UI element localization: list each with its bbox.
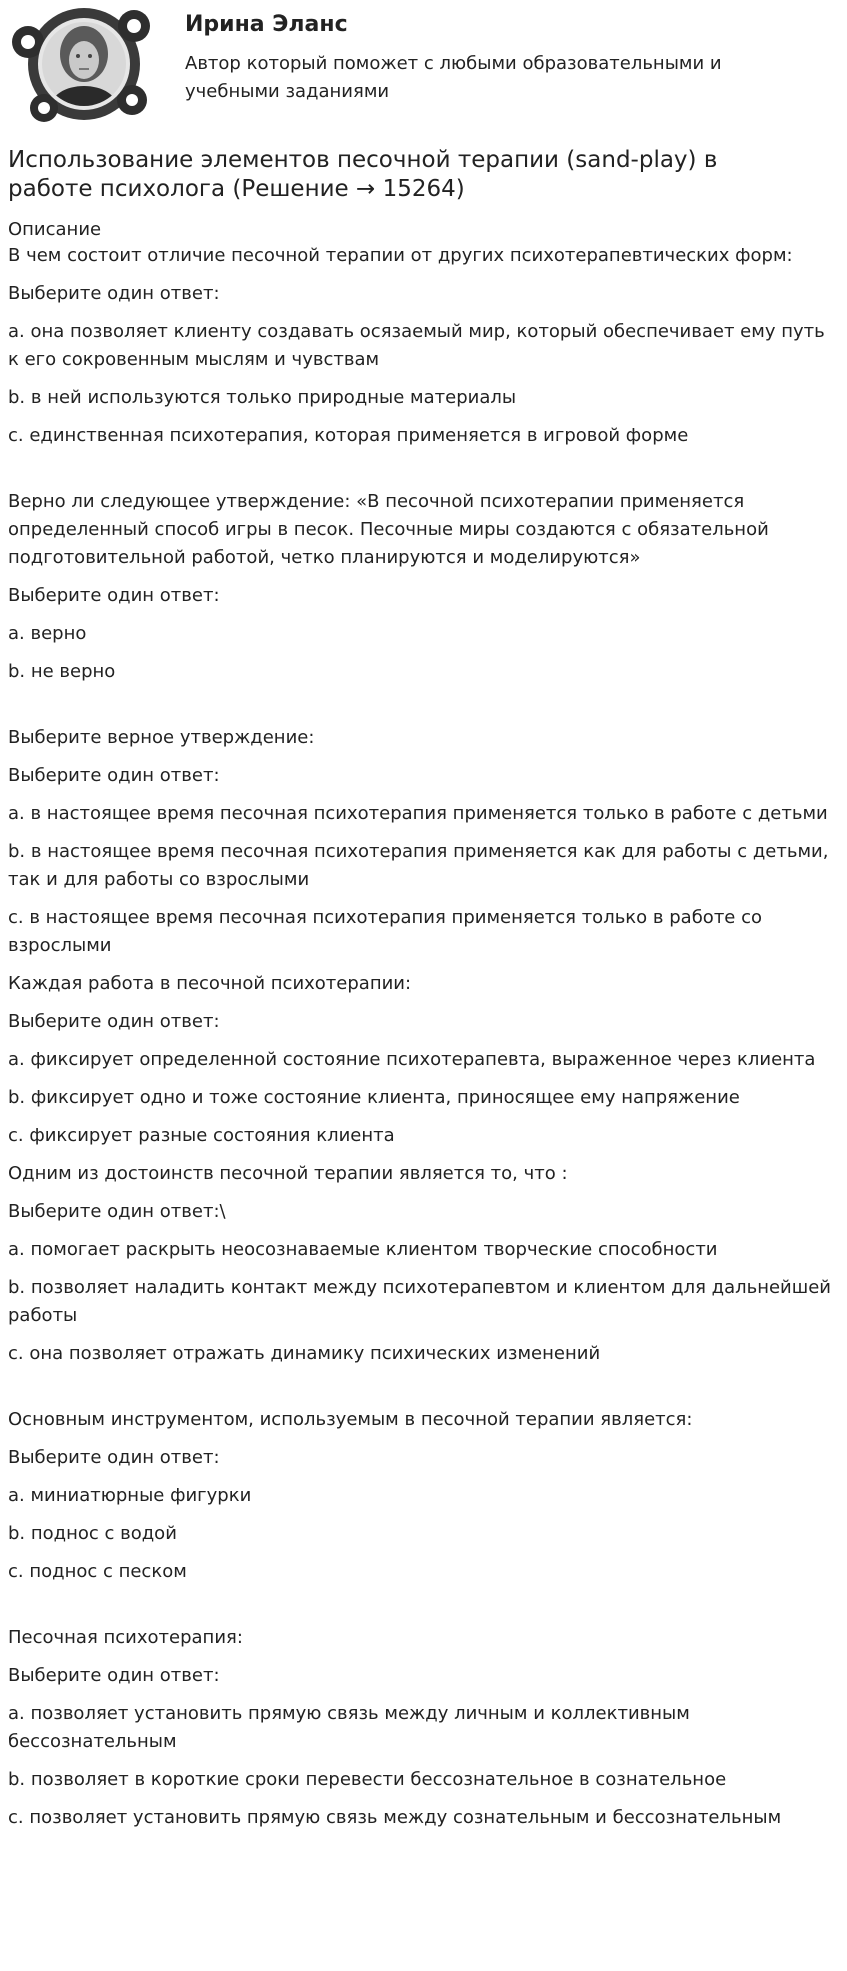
answer-option: a. она позволяет клиенту создавать осязаемый мир, который обеспечивает ему путь к его сокровенным мыслям и чувствам [8, 321, 825, 370]
answer-option: c. поднос с песком [8, 1561, 187, 1582]
answer-option: c. позволяет установить прямую связь между сознательным и бессознательным [8, 1807, 782, 1828]
answer-prompt: Выберите один ответ: [8, 1011, 220, 1032]
question-text: Каждая работа в песочной психотерапии: [8, 973, 412, 994]
question-text: Одним из достоинств песочной терапии является то, что : [8, 1163, 568, 1184]
answer-option: b. поднос с водой [8, 1523, 177, 1544]
answer-option: b. в ней используются только природные материалы [8, 387, 517, 408]
answer-prompt: Выберите один ответ: [8, 1665, 220, 1686]
answer-option: a. позволяет установить прямую связь между личным и коллективным бессознательным [8, 1703, 690, 1752]
answer-prompt: Выберите один ответ:\ [8, 1201, 226, 1222]
answer-option: a. помогает раскрыть неосознаваемые клиентом творческие способности [8, 1239, 718, 1260]
answer-option: b. не верно [8, 661, 116, 682]
answer-option: b. позволяет наладить контакт между психотерапевтом и клиентом для дальнейшей работы [8, 1277, 831, 1326]
answer-option: c. она позволяет отражать динамику психических изменений [8, 1343, 601, 1364]
answer-option: c. единственная психотерапия, которая применяется в игровой форме [8, 425, 689, 446]
answer-prompt: Выберите один ответ: [8, 283, 220, 304]
question-text: В чем состоит отличие песочной терапии от других психотерапевтических форм: [8, 245, 793, 266]
question-text: Верно ли следующее утверждение: «В песочной психотерапии применяется определенный способ игры в песок. Песочные миры создаются с обязательной подготовительной работой, четко планируются и моделируются» [8, 491, 769, 568]
question-text: Песочная психотерапия: [8, 1627, 243, 1648]
author-name[interactable]: Ирина Эланс [185, 12, 348, 37]
answer-option: b. фиксирует одно и тоже состояние клиента, приносящее ему напряжение [8, 1087, 740, 1108]
answer-option: a. фиксирует определенной состояние психотерапевта, выраженное через клиента [8, 1049, 816, 1070]
answer-option: a. миниатюрные фигурки [8, 1485, 252, 1506]
answer-option: b. в настоящее время песочная психотерапия применяется как для работы с детьми, так и для работы со взрослыми [8, 841, 829, 890]
description-content [8, 242, 840, 1842]
page-title: Использование элементов песочной терапии (sand-play) в работе психолога (Решение → 15264) [8, 147, 718, 202]
answer-option: c. в настоящее время песочная психотерапия применяется только в работе со взрослыми [8, 907, 763, 956]
answer-option: a. в настоящее время песочная психотерапия применяется только в работе с детьми [8, 803, 828, 824]
answer-option: a. верно [8, 623, 87, 644]
question-text: Выберите верное утверждение: [8, 727, 315, 748]
answer-prompt: Выберите один ответ: [8, 765, 220, 786]
author-avatar [8, 4, 158, 124]
answer-prompt: Выберите один ответ: [8, 1447, 220, 1468]
answer-prompt: Выберите один ответ: [8, 585, 220, 606]
author-description: Автор который поможет с любыми образовательными и учебными заданиями [185, 53, 722, 102]
answer-option: b. позволяет в короткие сроки перевести бессознательное в сознательное [8, 1769, 727, 1790]
author-block [0, 0, 847, 140]
description-label: Описание [8, 219, 102, 240]
answer-option: c. фиксирует разные состояния клиента [8, 1125, 395, 1146]
question-text: Основным инструментом, используемым в песочной терапии является: [8, 1409, 693, 1430]
